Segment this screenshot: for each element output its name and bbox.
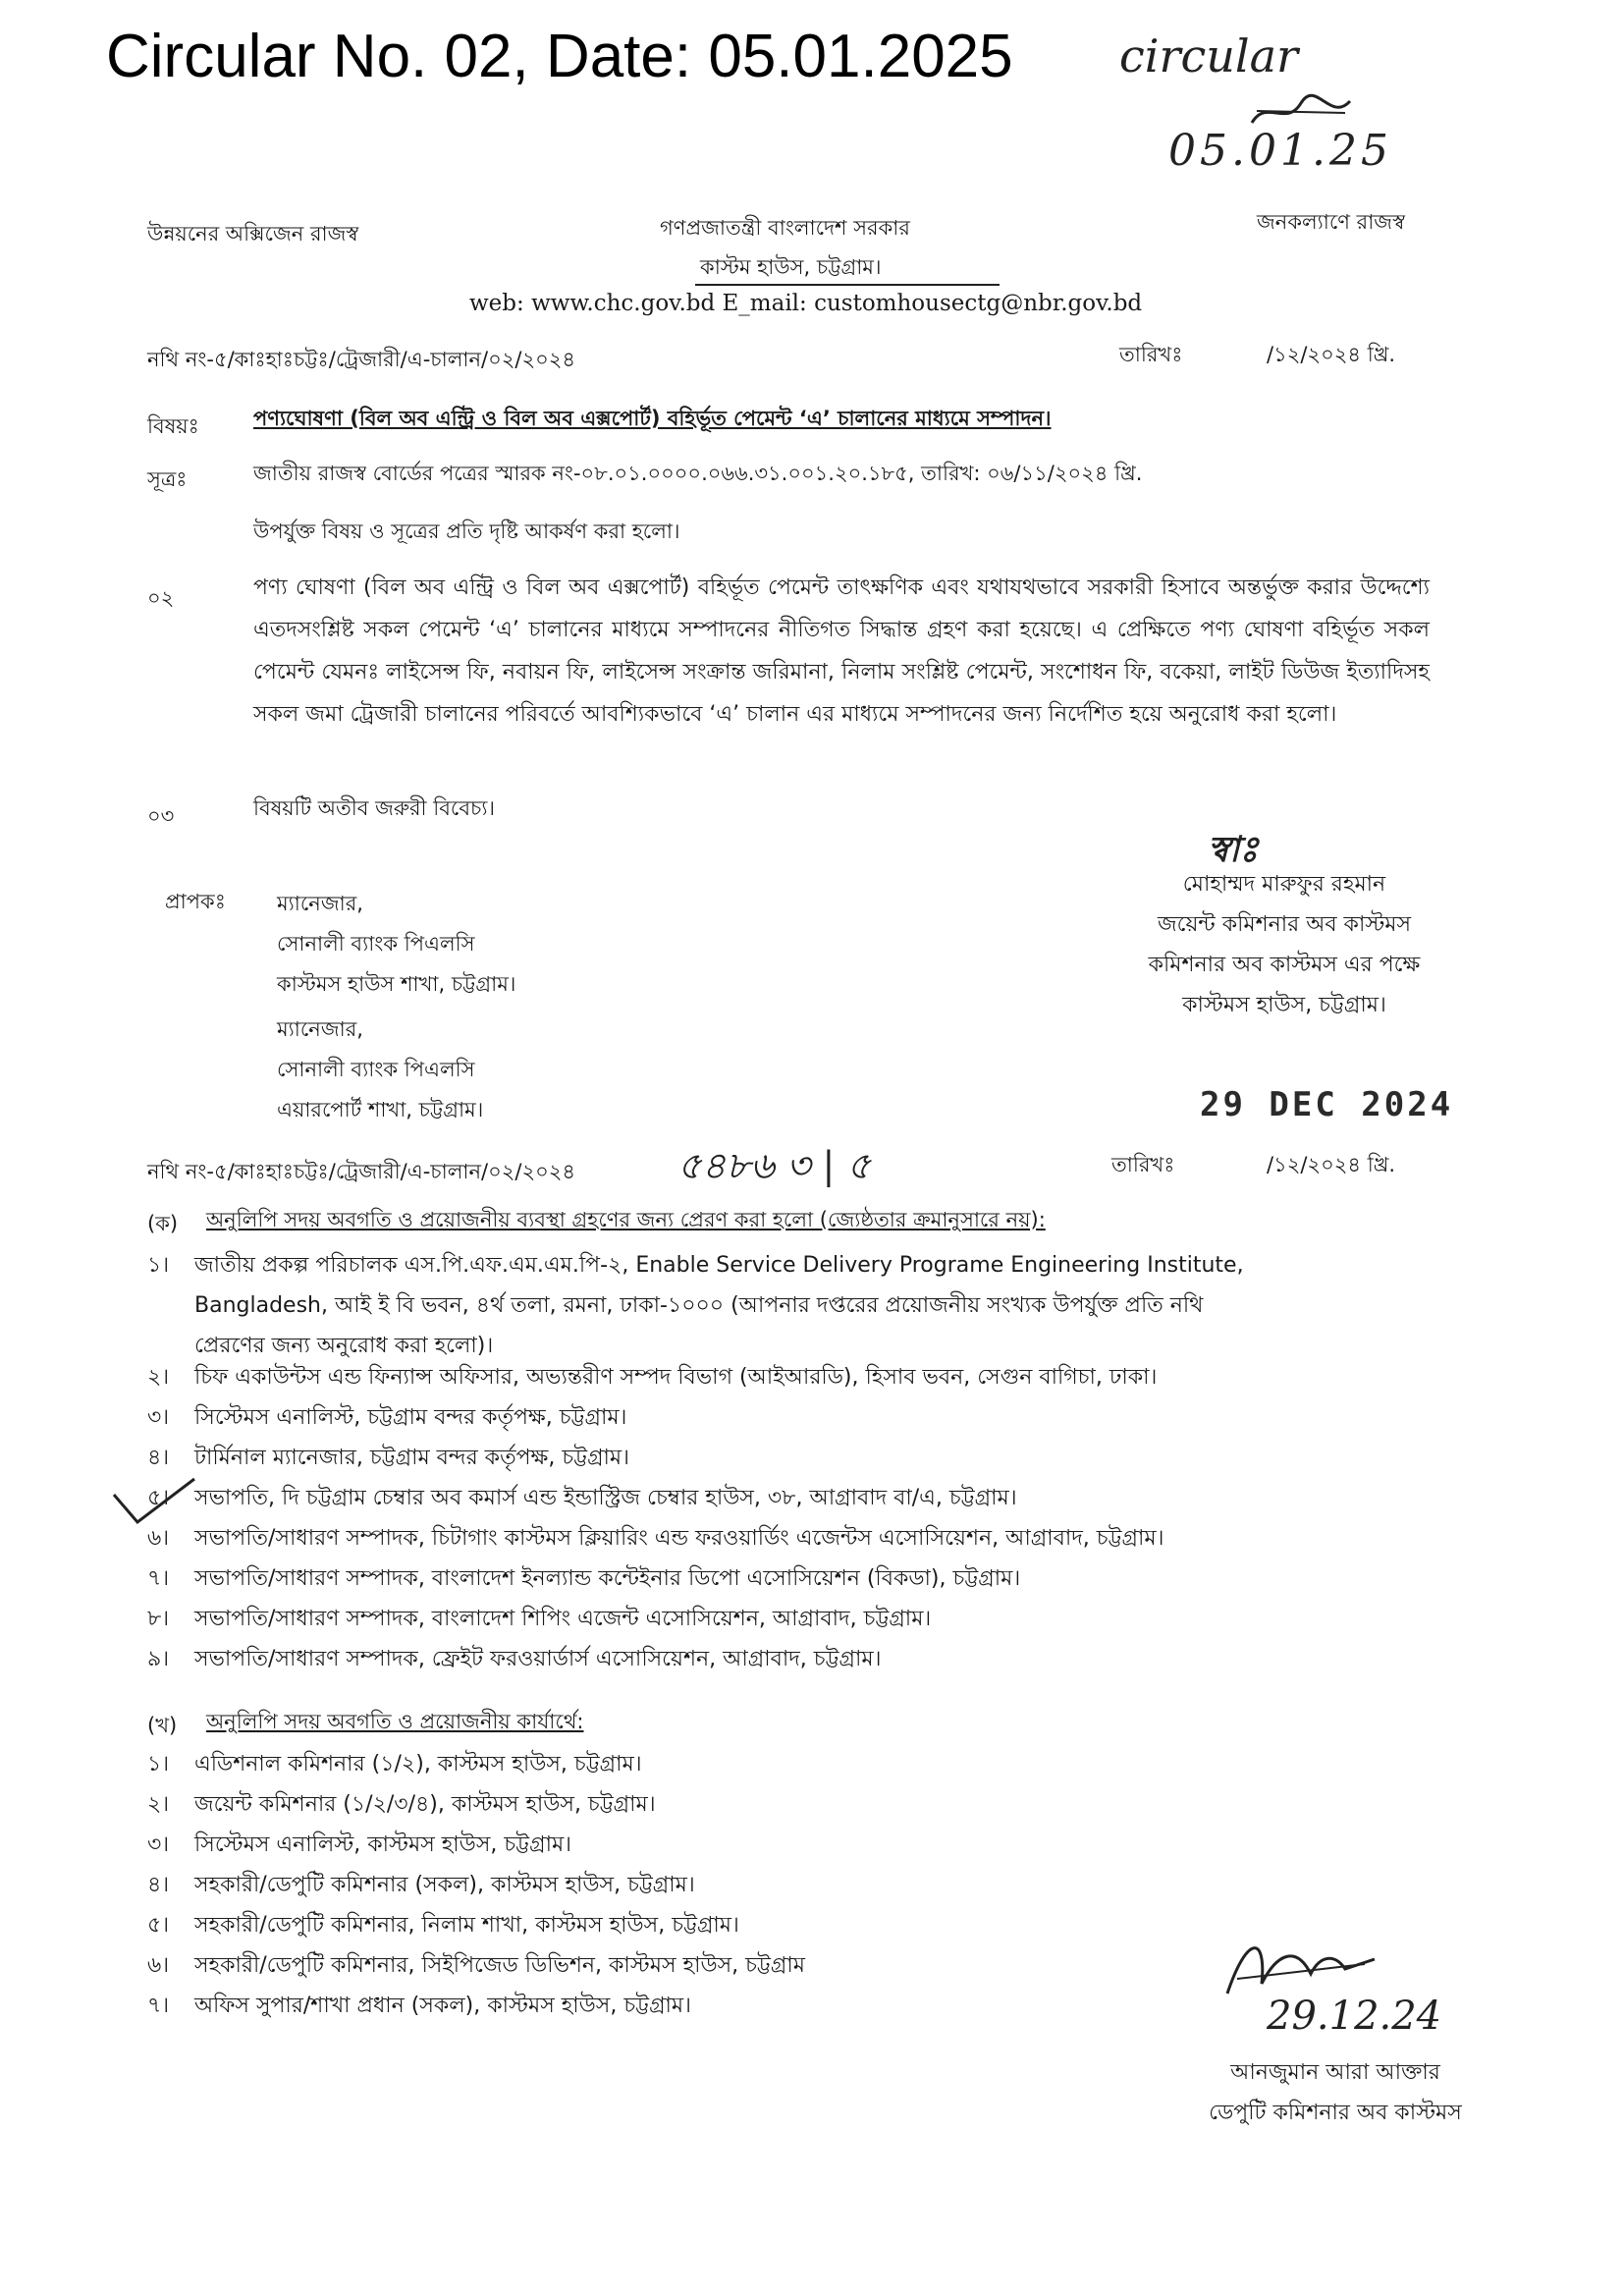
office-underline xyxy=(695,284,1000,286)
paragraph-3-number: ০৩ xyxy=(147,804,175,828)
list-item xyxy=(147,1747,642,1783)
list-item-number: ৩। xyxy=(147,1832,170,1857)
recipient-2 xyxy=(277,1010,483,1130)
recipient-2-line: এয়ারপোর্ট শাখা, চট্টগ্রাম। xyxy=(277,1098,484,1121)
list-item-text: অফিস সুপার/শাখা প্রধান (সকল), কাস্টমস হাউস, চট্টগ্রাম। xyxy=(194,1994,692,2018)
list-item xyxy=(147,1787,656,1824)
web-email-line: web: www.chc.gov.bd E_mail: customhousectg@nbr.gov.bd xyxy=(469,291,1143,316)
signatory-name: মোহাম্মদ মারুফুর রহমান xyxy=(1182,872,1386,897)
tick-mark-icon xyxy=(110,1473,198,1532)
copies-a-label: (ক) xyxy=(147,1212,179,1235)
date-value-copy: /১২/২০২৪ খ্রি. xyxy=(1267,1153,1395,1176)
list-item-number: ৬। xyxy=(147,1526,170,1551)
date-label-copy: তারিখঃ xyxy=(1111,1153,1175,1176)
list-item-text: Bangladesh, আই ই বি ভবন, ৪র্থ তলা, রমনা, ঢাকা-১০০০ (আপনার দপ্তরের প্রয়োজনীয় সংখ্যক উপর্যুক্ত প্রতি নথি xyxy=(194,1293,1204,1318)
list-item-text: সভাপতি, দি চট্টগ্রাম চেম্বার অব কমার্স এন্ড ইন্ডাস্ট্রিজ চেম্বার হাউস, ৩৮, আগ্রাবাদ বা/এ, চট্টগ্রাম। xyxy=(194,1486,1017,1510)
list-item xyxy=(147,1908,739,1944)
signatory-block xyxy=(1098,864,1471,1025)
body-paragraph-1: উপর্যুক্ত বিষয় ও সূত্রের প্রতি দৃষ্টি আকর্ষণ করা হলো। xyxy=(253,519,680,543)
right-slogan: জনকল্যাণে রাজস্ব xyxy=(1257,210,1405,234)
source-text: জাতীয় রাজস্ব বোর্ডের পত্রের স্মারক নং-০৮.০১.০০০০.০৬৬.৩১.০০১.২০.১৮৫, তারিখ: ০৬/১১/২০২৪ খ্রি. xyxy=(253,462,1143,485)
list-item-text: সহকারী/ডেপুটি কমিশনার, নিলাম শাখা, কাস্টমস হাউস, চট্টগ্রাম। xyxy=(194,1913,739,1938)
list-item-number: ২। xyxy=(147,1365,170,1390)
list-item xyxy=(147,1441,629,1477)
recipient-1-line: ম্যানেজার, xyxy=(277,892,363,915)
recipients-label: প্রাপকঃ xyxy=(165,890,226,913)
date-label: তারিখঃ xyxy=(1119,343,1183,366)
list-item-text: সভাপতি/সাধারণ সম্পাদক, ফ্রেইট ফরওয়ার্ডার্স এসোসিয়েশন, আগ্রাবাদ, চট্টগ্রাম। xyxy=(194,1647,882,1671)
signatory-designation: জয়েন্ট কমিশনার অব কাস্টমস xyxy=(1157,912,1412,937)
list-item xyxy=(147,1828,571,1864)
list-item xyxy=(147,1360,1157,1396)
list-item-text: এডিশনাল কমিশনার (১/২), কাস্টমস হাউস, চট্টগ্রাম। xyxy=(194,1752,642,1777)
list-item-number: ৪। xyxy=(147,1873,170,1897)
recipient-1 xyxy=(277,884,515,1005)
bottom-signatory-name: আনজুমান আরা আক্তার xyxy=(1230,2060,1440,2085)
handwritten-circular-note: circular xyxy=(1119,29,1298,82)
list-item xyxy=(147,1602,931,1638)
reference-number-copy: নথি নং-৫/কাঃহাঃচট্টঃ/ট্রেজারী/এ-চালান/০২/২০২৪ xyxy=(147,1160,576,1183)
body-paragraph-2: পণ্য ঘোষণা (বিল অব এন্ট্রি ও বিল অব এক্সপোর্ট) বহির্ভূত পেমেন্ট তাৎক্ষণিক এবং যথাযথভাবে সরকারী হিসাবে অন্তর্ভুক্ত করার উদ্দেশ্যে এতদসংশ্লিষ্ট সকল পেমেন্ট ‘এ’ চালানের মাধ্যমে সম্পাদনের নীতিগত সিদ্ধান্ত গ্রহণ করা হয়েছে। এ প্রেক্ষিতে পণ্য ঘোষণা বহির্ভূত সকল পেমেন্ট যেমনঃ লাইসেন্স ফি, নবায়ন ফি, লাইসেন্স সংক্রান্ত জরিমানা, নিলাম সংশ্লিষ্ট পেমেন্ট, সংশোধন ফি, বকেয়া, লাইট ডিউজ ইত্যাদিসহ সকল জমা ট্রেজারী চালানের পরিবর্তে আবশ্যিকভাবে ‘এ’ চালান এর মাধ্যমে সম্পাদনের জন্য নির্দেশিত হয়ে অনুরোধ করা হলো। xyxy=(253,575,1430,727)
list-item-text: সিস্টেমস এনালিস্ট, চট্টগ্রাম বন্দর কর্তৃপক্ষ, চট্টগ্রাম। xyxy=(194,1405,627,1430)
list-item xyxy=(147,1521,1163,1558)
list-item-number: ১। xyxy=(147,1253,170,1278)
list-item xyxy=(147,1989,691,2025)
list-item xyxy=(147,1245,1244,1366)
recipient-1-line: সোনালী ব্যাংক পিএলসি xyxy=(277,932,475,956)
circular-title: Circular No. 02, Date: 05.01.2025 xyxy=(106,23,1013,90)
list-item-number: ৫। xyxy=(147,1913,170,1938)
handwritten-sign-date: 29.12.24 xyxy=(1267,1994,1442,2039)
list-item-number: ৭। xyxy=(147,1994,170,2018)
list-item-number: ১। xyxy=(147,1752,170,1777)
left-slogan: উন্নয়নের অক্সিজেন রাজস্ব xyxy=(147,222,359,246)
list-item-text: প্রেরণের জন্য অনুরোধ করা হলো)। xyxy=(194,1334,494,1358)
list-item-text: টার্মিনাল ম্যানেজার, চট্টগ্রাম বন্দর কর্তৃপক্ষ, চট্টগ্রাম। xyxy=(194,1446,630,1470)
list-item-number: ৯। xyxy=(147,1647,170,1671)
copies-b-label: (খ) xyxy=(147,1714,178,1737)
signatory-on-behalf: কমিশনার অব কাস্টমস এর পক্ষে xyxy=(1148,953,1421,977)
list-item xyxy=(147,1642,881,1678)
list-item-number: ৫। xyxy=(147,1486,170,1510)
list-item-text: জাতীয় প্রকল্প পরিচালক এস.পি.এফ.এম.এম.পি-২, Enable Service Delivery Programe Engineering Institute, xyxy=(194,1253,1244,1278)
list-item xyxy=(147,1400,626,1437)
list-item-text: সভাপতি/সাধারণ সম্পাদক, চিটাগাং কাস্টমস ক্লিয়ারিং এন্ড ফরওয়ার্ডিং এজেন্টস এসোসিয়েশন, আগ্রাবাদ, চট্টগ্রাম। xyxy=(194,1526,1164,1551)
signatory-office: কাস্টমস হাউস, চট্টগ্রাম। xyxy=(1182,993,1386,1017)
list-item xyxy=(147,1948,805,1985)
recipient-2-line: সোনালী ব্যাংক পিএলসি xyxy=(277,1058,475,1081)
source-label: সূত্রঃ xyxy=(147,467,188,491)
recipient-2-line: ম্যানেজার, xyxy=(277,1017,363,1041)
signature-mark: স্বাঃ xyxy=(1208,829,1259,870)
list-item-number: ৮। xyxy=(147,1607,170,1631)
list-item-text: সহকারী/ডেপুটি কমিশনার (সকল), কাস্টমস হাউস, চট্টগ্রাম। xyxy=(194,1873,695,1897)
handwritten-top-date: 05.01.25 xyxy=(1168,126,1392,176)
list-item-text: সভাপতি/সাধারণ সম্পাদক, বাংলাদেশ ইনল্যান্ড কন্টেইনার ডিপো এসোসিয়েশন (বিকডা), চট্টগ্রাম। xyxy=(194,1566,1021,1591)
list-item xyxy=(147,1561,1020,1598)
list-item-number: ৬। xyxy=(147,1953,170,1978)
subject-label: বিষয়ঃ xyxy=(147,414,199,438)
list-item-number: ৭। xyxy=(147,1566,170,1591)
list-item xyxy=(147,1868,695,1904)
paragraph-2-number: ০২ xyxy=(147,586,175,610)
list-item-number: ৪। xyxy=(147,1446,170,1470)
office-name: কাস্টম হাউস, চট্টগ্রাম। xyxy=(700,255,882,279)
list-item-number: ২। xyxy=(147,1792,170,1817)
handwritten-ref-extra: ৫৪৮৬ ৩ | ৫ xyxy=(677,1144,872,1187)
list-item xyxy=(147,1481,1017,1517)
reference-number: নথি নং-৫/কাঃহাঃচট্টঃ/ট্রেজারী/এ-চালান/০২/২০২৪ xyxy=(147,348,576,371)
government-name: গণপ্রজাতন্ত্রী বাংলাদেশ সরকার xyxy=(660,216,910,240)
subject-text: পণ্যঘোষণা (বিল অব এন্ট্রি ও বিল অব এক্সপোর্ট) বহির্ভূত পেমেন্ট ‘এ’ চালানের মাধ্যমে সম্পাদন। xyxy=(253,407,1052,430)
list-item-text: সিস্টেমস এনালিস্ট, কাস্টমস হাউস, চট্টগ্রাম। xyxy=(194,1832,572,1857)
list-item-text: চিফ একাউন্টস এন্ড ফিন্যান্স অফিসার, অভ্যন্তরীণ সম্পদ বিভাগ (আইআরডি), হিসাব ভবন, সেগুন বাগিচা, ঢাকা। xyxy=(194,1365,1158,1390)
recipient-1-line: কাস্টমস হাউস শাখা, চট্টগ্রাম। xyxy=(277,972,516,996)
copies-b-heading: অনুলিপি সদয় অবগতি ও প্রয়োজনীয় কার্যার্থে: xyxy=(206,1710,584,1733)
list-item-text: জয়েন্ট কমিশনার (১/২/৩/৪), কাস্টমস হাউস, চট্টগ্রাম। xyxy=(194,1792,656,1817)
date-value: /১২/২০২৪ খ্রি. xyxy=(1267,343,1395,366)
received-stamp-date: 29 DEC 2024 xyxy=(1200,1085,1454,1124)
copies-a-heading: অনুলিপি সদয় অবগতি ও প্রয়োজনীয় ব্যবস্থা গ্রহণের জন্য প্রেরণ করা হলো (জ্যেষ্ঠতার ক্রমানুসারে নয়): xyxy=(206,1208,1046,1231)
list-item-number: ৩। xyxy=(147,1405,170,1430)
body-paragraph-3: বিষয়টি অতীব জরুরী বিবেচ্য। xyxy=(253,796,495,820)
list-item-text: সভাপতি/সাধারণ সম্পাদক, বাংলাদেশ শিপিং এজেন্ট এসোসিয়েশন, আগ্রাবাদ, চট্টগ্রাম। xyxy=(194,1607,932,1631)
bottom-signatory-designation: ডেপুটি কমিশনার অব কাস্টমস xyxy=(1209,2101,1462,2125)
bottom-signatory-block xyxy=(1159,2052,1512,2133)
list-item-text: সহকারী/ডেপুটি কমিশনার, সিইপিজেড ডিভিশন, কাস্টমস হাউস, চট্টগ্রাম xyxy=(194,1953,805,1978)
